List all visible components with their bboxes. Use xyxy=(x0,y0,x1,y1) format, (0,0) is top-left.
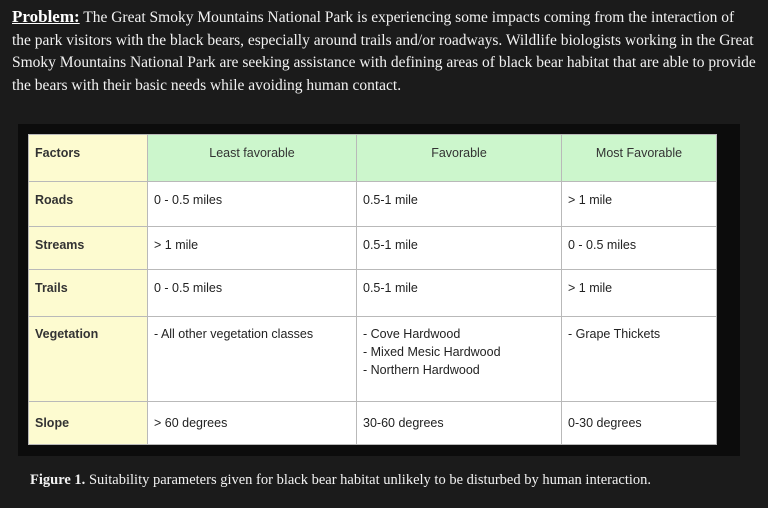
problem-label: Problem: xyxy=(12,7,80,26)
factor-cell: Streams xyxy=(29,227,148,270)
most-cell: > 1 mile xyxy=(562,270,717,317)
table-row xyxy=(29,182,717,227)
favorable-item: - Mixed Mesic Hardwood xyxy=(363,345,501,359)
least-cell: > 1 mile xyxy=(148,227,357,270)
table-frame xyxy=(18,124,740,456)
most-cell: 0 - 0.5 miles xyxy=(562,227,717,270)
factor-cell: Slope xyxy=(29,402,148,445)
header-favorable: Favorable xyxy=(357,135,562,182)
header-factors: Factors xyxy=(29,135,148,182)
suitability-table xyxy=(28,134,717,445)
least-cell: > 60 degrees xyxy=(148,402,357,445)
factor-cell: Roads xyxy=(29,182,148,227)
figure-label: Figure 1. xyxy=(30,472,86,488)
favorable-cell xyxy=(357,317,562,402)
factor-cell: Vegetation xyxy=(29,317,148,402)
table-header-row xyxy=(29,135,717,182)
least-cell: 0 - 0.5 miles xyxy=(148,270,357,317)
problem-text: The Great Smoky Mountains National Park is experiencing some impacts coming from the interaction of the park visitors with the black bears, especially around trails and/or roadways. Wildlife biologists working in the Great Smoky Mountains National Park are seeking assistance with defining areas of black bear habitat that are able to provide the bears with their basic needs while avoiding human contact. xyxy=(12,9,756,94)
least-cell: 0 - 0.5 miles xyxy=(148,182,357,227)
table-row xyxy=(29,402,717,445)
header-least-favorable: Least favorable xyxy=(148,135,357,182)
favorable-item: - Northern Hardwood xyxy=(363,363,480,377)
table-row xyxy=(29,317,717,402)
problem-statement xyxy=(12,6,756,97)
favorable-cell: 0.5-1 mile xyxy=(357,227,562,270)
factor-cell: Trails xyxy=(29,270,148,317)
table-row xyxy=(29,227,717,270)
favorable-cell: 30-60 degrees xyxy=(357,402,562,445)
figure-caption xyxy=(30,472,651,489)
most-cell: - Grape Thickets xyxy=(562,317,717,402)
favorable-cell: 0.5-1 mile xyxy=(357,270,562,317)
least-cell: - All other vegetation classes xyxy=(148,317,357,402)
header-most-favorable: Most Favorable xyxy=(562,135,717,182)
most-cell: 0-30 degrees xyxy=(562,402,717,445)
favorable-item: - Cove Hardwood xyxy=(363,327,461,341)
table-row xyxy=(29,270,717,317)
favorable-cell: 0.5-1 mile xyxy=(357,182,562,227)
most-cell: > 1 mile xyxy=(562,182,717,227)
figure-caption-text: Suitability parameters given for black bear habitat unlikely to be disturbed by human interaction. xyxy=(85,472,652,488)
